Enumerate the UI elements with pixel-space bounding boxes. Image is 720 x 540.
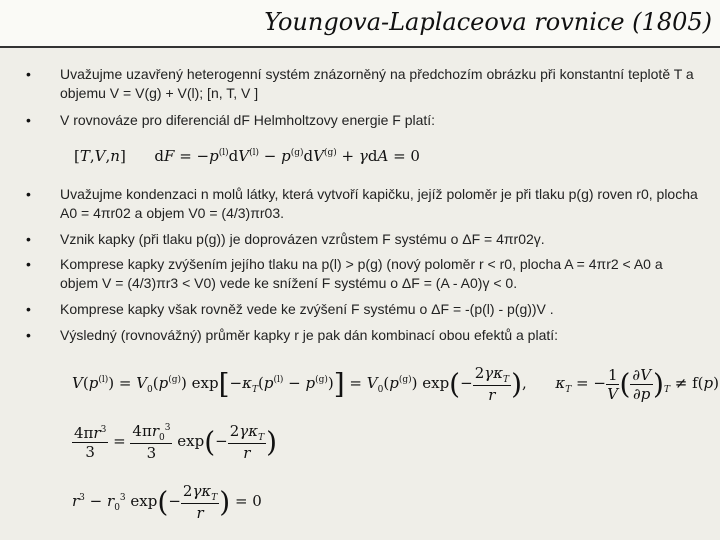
bullet-1: Uvažujme uzavřený heterogenní systém znázorněný na předchozím obrázku při konstantní teplotě T a objemu V = V(g) + V(l); [n, T, V ] — [60, 66, 694, 101]
slide-title: Youngova-Laplaceova rovnice (1805) — [264, 8, 712, 36]
equation-final: $r^3 - r_0^3$ exp(− $\frac{2\gamma\kappa_T}{r}$ ) = 0 — [72, 482, 262, 522]
bullet-5: Komprese kapky zvýšením jejího tlaku na p(l) > p(g) (nový poloměr r < r0, plocha A = 4πr2 < A0 a objem V = (4/3)πr3 < V0) vede ke snížení F systému o ΔF = (A - A0)γ < 0. — [60, 256, 663, 291]
bullet-marker: • — [26, 112, 31, 128]
bullet-marker: • — [26, 186, 31, 202]
bullet-marker: • — [26, 301, 31, 317]
equation-volume: $V(p^{(l)}) = V_0(p^{(g)}) \exp[-\kappa_T(p^{(l)} - p^{(g)})] = V_0(p^{(g)})$ exp(− $\frac{2\gamma\kappa_T}{r}$ ), $\kappa_T$ = − $\frac{1}{V}$ ( $\frac{\partial V}{\partial p}$ )$_T \ne f(p)$ — [72, 364, 719, 404]
equation-helmholtz: [T,V,n] dF = $-p^{(l)}dV^{(l)} - p^{(g)}dV^{(g)} + \gamma dA = 0$ — [74, 147, 420, 165]
bullet-2: V rovnováze pro diferenciál dF Helmholtzovy energie F platí: — [60, 112, 436, 128]
title-bar — [0, 0, 720, 48]
bullet-6: Komprese kapky však rovněž vede ke zvýšení F systému o ΔF = -(p(l) - p(g))V . — [60, 301, 554, 317]
bullet-marker: • — [26, 256, 31, 272]
bullet-marker: • — [26, 66, 31, 82]
bullet-marker: • — [26, 327, 31, 343]
bullet-4: Vznik kapky (při tlaku p(g)) je doprovázen vzrůstem F systému o ΔF = 4πr02γ. — [60, 231, 545, 247]
bullet-marker: • — [26, 231, 31, 247]
bullet-7: Výsledný (rovnovážný) průměr kapky r je pak dán kombinací obou efektů a platí: — [60, 327, 559, 343]
equation-radius: $\frac{4\pi r^3}{3}$ = $\frac{4\pi r_0^3}{3}$ exp(− $\frac{2\gamma\kappa_T}{r}$ ) — [74, 422, 278, 462]
bullet-3: Uvažujme kondenzaci n molů látky, která vytvoří kapičku, jejíž poloměr je při tlaku p(g) roven r0, plocha A0 = 4πr02 a objem V0 = (4/3)πr03. — [60, 186, 698, 221]
